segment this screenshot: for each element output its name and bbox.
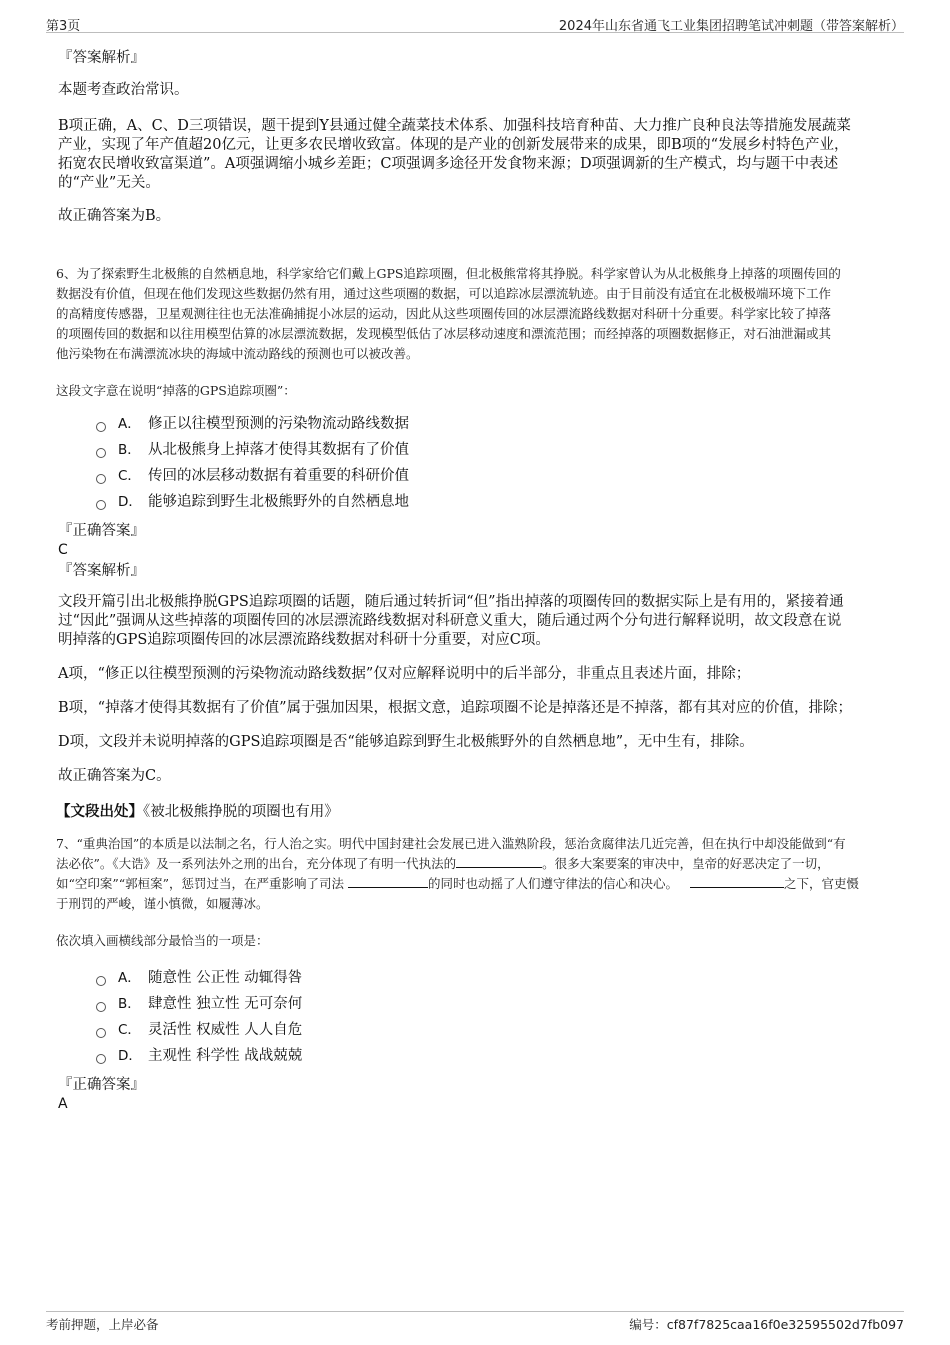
analysis-paragraph	[56, 593, 892, 650]
question-line	[56, 874, 892, 894]
question-fragment: 法必依”。《大诰》及一系列法外之刑的出台，充分体现了有明一代执法的	[56, 856, 457, 871]
correct-answer: C	[58, 542, 68, 558]
option-letter: B．	[118, 442, 141, 458]
question-6	[56, 264, 892, 822]
question-7	[56, 834, 892, 1113]
option-text: 从北极熊身上掉落才使得其数据有了价值	[148, 442, 409, 458]
analysis-line: 明掉落的GPS追踪项圈传回的冰层漂流路线数据对科研十分重要，对应C项。	[58, 632, 550, 648]
option-text: 灵活性 权威性 人人自危	[148, 1022, 303, 1038]
option-text: 传回的冰层移动数据有着重要的科研价值	[148, 468, 409, 484]
text-source	[56, 802, 892, 822]
question-fragment: 的同时也动摇了人们遵守律法的信心和决心。	[428, 876, 679, 891]
question-line	[56, 854, 892, 874]
source-label: 【文段出处】	[56, 803, 143, 820]
analysis-tag: 『答案解析』	[58, 50, 145, 66]
option-text: 随意性 公正性 动辄得咎	[148, 970, 303, 986]
question-line: 数据没有价值，但现在他们发现这些数据仍然有用，通过这些项圈的数据，可以追踪冰层漂流轨迹。由于目前没有适宜在北极极端环境下工作	[56, 286, 832, 301]
question-prompt: 这段文字意在说明“掉落的GPS追踪项圈”：	[56, 383, 296, 398]
option-b[interactable]	[96, 437, 892, 463]
analysis-paragraph	[56, 117, 892, 193]
question-prompt: 依次填入画横线部分最恰当的一项是：	[56, 933, 269, 948]
question-text	[56, 834, 892, 914]
question-fragment: 如“空印案”“郭桓案”，惩罚过当，在严重影响了司法	[56, 876, 345, 891]
radio-icon[interactable]	[96, 448, 106, 458]
question-line: 他污染物在布满漂流冰块的海域中流动路线的预测也可以被改善。	[56, 346, 419, 361]
radio-icon[interactable]	[96, 500, 106, 510]
footer-slogan: 考前押题，上岸必备	[46, 1317, 159, 1332]
page-number: 第3页	[46, 19, 81, 34]
correct-answer: A	[58, 1096, 68, 1112]
option-text: 修正以往模型预测的污染物流动路线数据	[148, 416, 409, 432]
analysis-line: 文段开篇引出北极熊挣脱GPS追踪项圈的话题，随后通过转折词“但”指出掉落的项圈传回的数据实际上是有用的，紧接着通	[58, 594, 844, 610]
option-a[interactable]	[96, 965, 892, 991]
option-letter: B．	[118, 996, 141, 1012]
analysis-paragraph: 本题考查政治常识。	[58, 82, 189, 98]
option-letter: A．	[118, 970, 141, 986]
radio-icon[interactable]	[96, 1054, 106, 1064]
question-fragment: 之下，官吏慑	[784, 876, 860, 891]
option-letter: D．	[118, 1048, 142, 1064]
option-letter: A．	[118, 416, 141, 432]
option-text: 能够追踪到野生北极熊野外的自然栖息地	[148, 494, 409, 510]
fill-blank-3	[690, 875, 784, 888]
fill-blank-2	[348, 875, 428, 888]
question-line: 7、“重典治国”的本质是以法制之名，行人治之实。明代中国封建社会发展已进入滥熟阶段，惩治贪腐律法几近完善，但在执行中却没能做到“有	[56, 836, 846, 851]
option-text: 肆意性 独立性 无可奈何	[148, 996, 303, 1012]
question-line: 的高精度传感器，卫星观测往往也无法准确捕捉小冰层的运动，因此从这些项圈传回的冰层漂流路线数据对科研十分重要。科学家比较了掉落	[56, 306, 832, 321]
analysis-line: 过“因此”强调从这些掉落的项圈传回的冰层漂流路线数据对科研意义重大，随后通过两个分句进行解释说明，故文段意在说	[58, 613, 842, 629]
option-d[interactable]	[96, 1043, 892, 1069]
radio-icon[interactable]	[96, 422, 106, 432]
option-b[interactable]	[96, 991, 892, 1017]
analysis-conclusion: 故正确答案为C。	[58, 768, 171, 784]
answer-tag: 『正确答案』	[58, 1077, 145, 1093]
question-line: 的项圈传回的数据和以往用模型估算的冰层漂流数据，发现模型低估了冰层移动速度和漂流范围；而经掉落的项圈数据修正，对石油泄漏或其	[56, 326, 832, 341]
analysis-conclusion: 故正确答案为B。	[58, 208, 171, 224]
analysis-tag: 『答案解析』	[58, 563, 145, 579]
option-letter: C．	[118, 1022, 141, 1038]
page-footer	[46, 1311, 904, 1334]
page-header	[46, 12, 904, 33]
radio-icon[interactable]	[96, 1002, 106, 1012]
question-line: 于刑罚的严峻，谨小慎微，如履薄冰。	[56, 896, 269, 911]
analysis-paragraph: B项，“掉落才使得其数据有了价值”属于强加因果，根据文意，追踪项圈不论是掉落还是不掉落，都有其对应的价值，排除；	[58, 700, 852, 716]
option-list	[96, 411, 892, 515]
option-list	[96, 965, 892, 1069]
page-content	[56, 48, 892, 1113]
analysis-paragraph: D项，文段并未说明掉落的GPS追踪项圈是否“能够追踪到野生北极熊野外的自然栖息地”，无中生有，排除。	[58, 734, 754, 750]
analysis-paragraph: A项，“修正以往模型预测的污染物流动路线数据”仅对应解释说明中的后半部分，非重点且表述片面，排除；	[58, 666, 751, 682]
option-c[interactable]	[96, 463, 892, 489]
fill-blank-1	[456, 855, 542, 868]
option-letter: D．	[118, 494, 142, 510]
question-line: 6、为了探索野生北极熊的自然栖息地，科学家给它们戴上GPS追踪项圈，但北极熊常将其挣脱。科学家曾认为从北极熊身上掉落的项圈传回的	[56, 266, 841, 281]
source-title: 《被北极熊挣脱的项圈也有用》	[143, 804, 339, 820]
analysis-line: 的“产业”无关。	[58, 175, 160, 191]
question-text	[56, 264, 892, 364]
document-code: 编号：cf87f7825caa16f0e32595502d7fb097	[629, 1317, 904, 1332]
analysis-line: 产业，实现了年产值超20亿元，让更多农民增收致富。体现的是产业的创新发展带来的成果，即B项的“发展乡村特色产业，	[58, 137, 849, 153]
radio-icon[interactable]	[96, 474, 106, 484]
option-a[interactable]	[96, 411, 892, 437]
option-text: 主观性 科学性 战战兢兢	[148, 1048, 303, 1064]
option-c[interactable]	[96, 1017, 892, 1043]
document-title: 2024年山东省通飞工业集团招聘笔试冲刺题（带答案解析）	[558, 19, 904, 34]
radio-icon[interactable]	[96, 976, 106, 986]
q5-analysis	[56, 48, 892, 226]
option-letter: C．	[118, 468, 141, 484]
answer-tag: 『正确答案』	[58, 523, 145, 539]
radio-icon[interactable]	[96, 1028, 106, 1038]
analysis-line: 拓宽农民增收致富渠道”。A项强调缩小城乡差距；C项强调多途径开发食物来源；D项强调新的生产模式，均与题干中表述	[58, 156, 839, 172]
analysis-line: B项正确，A、C、D三项错误，题干提到Y县通过健全蔬菜技术体系、加强科技培育种苗、大力推广良种良法等措施发展蔬菜	[58, 118, 851, 134]
option-d[interactable]	[96, 489, 892, 515]
question-fragment: 。很多大案要案的审决中，皇帝的好恶决定了一切，	[542, 856, 830, 871]
